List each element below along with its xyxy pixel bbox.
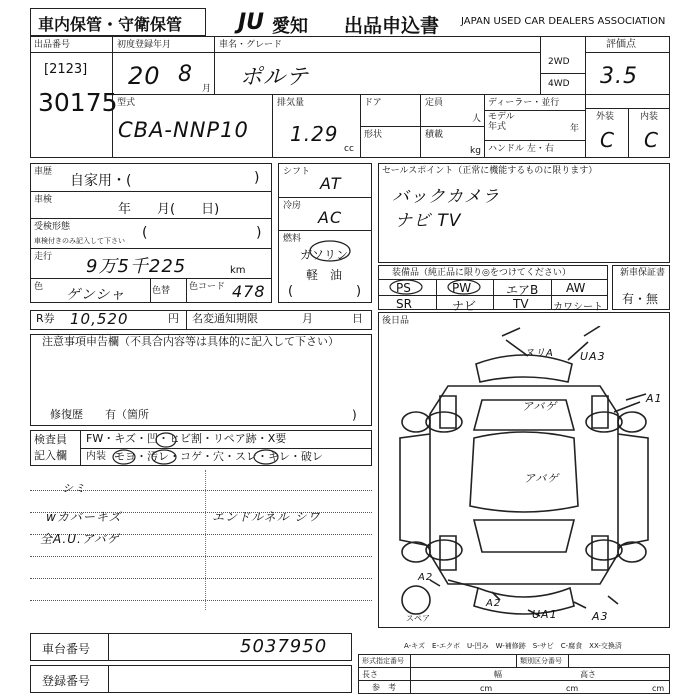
history-label: 車歴: [34, 167, 53, 177]
length-label: 長さ: [362, 670, 378, 679]
model-year-label-2: 年式: [488, 122, 507, 132]
mark-a2-bottom: A2: [486, 598, 502, 609]
model-value: CBA-NNP10: [118, 118, 249, 142]
mark-abage-1: アバゲ: [522, 400, 558, 413]
equip-pw: PW: [452, 281, 472, 295]
fuel-gasoline: ガソリン: [300, 248, 349, 262]
fuel-circle-mark: [306, 238, 354, 264]
inspector-note-1: シミ: [62, 482, 86, 495]
plate-label: 登録番号: [42, 674, 91, 688]
fuel-paren-close: ): [356, 284, 362, 299]
inspector-circle-marks: [80, 430, 372, 466]
capacity-label: 定員: [425, 98, 444, 108]
inspector-row2-label: 内装: [86, 451, 106, 462]
listing-bracket-number: [2123]: [44, 62, 88, 77]
mark-a1: A1: [646, 392, 663, 405]
shape-label: 形状: [364, 130, 383, 140]
header-left-title: 車内保管・守衛保管: [38, 15, 183, 34]
warranty-value: 有・無: [622, 292, 659, 306]
spec-block: [358, 654, 670, 694]
repair-paren-close: ): [352, 408, 357, 422]
color-code-label: 色コード: [189, 282, 226, 292]
receipt-paren-open: (: [142, 225, 148, 241]
history-close: ): [254, 170, 260, 186]
color-label: 色: [34, 282, 44, 292]
listing-number: 30175: [38, 88, 118, 117]
ac-value: AC: [318, 208, 343, 227]
equip-airbag: エアB: [506, 283, 539, 297]
interior-label: 内装: [640, 112, 659, 122]
equipment-label: 装備品（純正品に限り◎をつけてください）: [392, 268, 571, 278]
inspector-label-1: 検査員: [34, 433, 67, 446]
listing-number-label: 出品番号: [34, 40, 71, 50]
year-unit: 年: [570, 124, 580, 134]
reg-month: 8: [178, 62, 193, 87]
recycle-label: R券: [36, 312, 55, 325]
mark-ua3-top: UA3: [580, 350, 606, 363]
ac-label: 冷房: [283, 201, 302, 211]
inspection-label: 車検: [34, 195, 53, 205]
reg-label: 初度登録年月: [117, 40, 172, 50]
damage-legend: A-キズ E-エクボ U-凹み W-補修跡 S-サビ C-腐食 XX-交換済: [404, 642, 622, 650]
displacement-value: 1.29: [290, 122, 339, 146]
mark-nuri-a: ヌリA: [524, 348, 554, 359]
equip-sr: SR: [396, 297, 412, 311]
mileage-value: 9万5千225: [86, 256, 187, 277]
length-cm: cm: [480, 684, 493, 693]
shape-num-label: 形式指定番号: [362, 657, 404, 665]
height-label: 高さ: [580, 670, 596, 679]
person-unit: 人: [472, 114, 482, 124]
chassis-value: 5037950: [240, 636, 328, 657]
expiry-label: 名変通知期限: [192, 312, 258, 325]
equip-ps: PS: [396, 281, 411, 295]
drive-4wd: 4WD: [548, 79, 570, 89]
header-form-title: 出品申込書: [344, 15, 440, 37]
category-num-label: 類別区分番号: [520, 657, 562, 665]
model-label: 型式: [117, 98, 136, 108]
header-region: 愛知: [272, 16, 308, 37]
door-label: ドア: [364, 98, 382, 108]
inspector-note-2: wカバーキズ: [46, 510, 122, 524]
reg-year: 20: [128, 62, 161, 90]
warranty-label: 新車保証書: [620, 268, 666, 278]
ju-logo: JU: [238, 10, 265, 35]
interior-grade: C: [644, 128, 659, 152]
kg-unit: kg: [470, 146, 481, 156]
header-association: JAPAN USED CAR DEALERS ASSOCIATION: [461, 16, 666, 27]
exterior-label: 外装: [596, 112, 615, 122]
mark-a2-left: A2: [418, 572, 434, 583]
notes-label: 注意事項申告欄（不具合内容等は具体的に記入して下さい）: [42, 335, 339, 348]
handle-label: ハンドル 左・右: [488, 144, 554, 154]
history-value: 自家用・(: [70, 173, 132, 189]
cc-unit: cc: [344, 144, 354, 154]
dealer-label: ディーラー・並行: [488, 98, 560, 108]
grade-label: 評価点: [606, 39, 636, 50]
exterior-grade: C: [600, 128, 615, 152]
chassis-label: 車台番号: [42, 642, 91, 656]
height-cm: cm: [652, 684, 665, 693]
equip-leather: カワシート: [553, 302, 603, 313]
rear-items-label: 後日品: [382, 316, 410, 326]
recycle-unit: 円: [168, 312, 179, 325]
shift-label: シフト: [283, 167, 311, 177]
inspector-label-2: 記入欄: [34, 449, 67, 462]
recycle-value: 10,520: [70, 310, 129, 328]
width-cm: cm: [566, 684, 579, 693]
receipt-label: 受検形態: [34, 222, 71, 232]
ref-label: 参 考: [372, 683, 396, 692]
fuel-diesel: 軽 油: [306, 268, 343, 282]
fuel-paren-open: (: [288, 284, 294, 299]
equip-circle-marks: [378, 279, 608, 310]
sales-points-label: セールスポイント（正常に機能するものに限ります）: [382, 166, 598, 176]
inspector-note-4: 全A.U.アバゲ: [40, 532, 120, 546]
equip-aw: AW: [566, 281, 586, 295]
mileage-unit: km: [230, 265, 246, 276]
color-code: 478: [232, 282, 266, 301]
width-label: 幅: [494, 670, 502, 679]
mileage-label: 走行: [34, 252, 53, 262]
sales-point-1: バックカメラ: [392, 187, 500, 207]
expiry-day: 日: [352, 312, 363, 325]
sales-point-2: ナビ TV: [395, 211, 462, 231]
color-change-label: 色替: [152, 286, 171, 296]
model-year-label-1: モデル: [488, 112, 515, 122]
month-unit: 月: [202, 84, 212, 94]
repair-label: 修復歴 有（箇所: [50, 408, 149, 421]
drive-2wd: 2WD: [548, 57, 570, 67]
inspector-row2: モヨ・汚レ・コゲ・穴・スレ・キレ・破レ: [114, 450, 323, 463]
inspection-text: 年 月( 日): [118, 202, 220, 217]
name-label: 車名・グレード: [219, 40, 283, 50]
equip-tv: TV: [513, 297, 529, 311]
mark-ua1: UA1: [532, 608, 558, 621]
fuel-label: 燃料: [283, 234, 302, 244]
displacement-label: 排気量: [277, 98, 305, 108]
load-label: 積載: [425, 130, 444, 140]
mark-abage-2: アバゲ: [524, 472, 560, 485]
mark-spare: スペア: [406, 614, 430, 623]
color-value: ゲンシャ: [66, 287, 126, 303]
car-name: ポルテ: [240, 65, 310, 90]
shift-value: AT: [320, 174, 342, 193]
receipt-sub: 車検付きのみ記入して下さい: [34, 237, 125, 245]
inspector-row1: FW・キズ・凹・ヒビ割・リペア跡・X要: [86, 432, 287, 445]
receipt-paren-close: ): [256, 225, 262, 241]
mark-a3: A3: [592, 610, 609, 623]
expiry-month: 月: [302, 312, 313, 325]
grade-value: 3.5: [600, 64, 638, 89]
equip-navi: ナビ: [452, 299, 477, 313]
inspector-note-3: エンドルネル シワ: [212, 510, 321, 524]
